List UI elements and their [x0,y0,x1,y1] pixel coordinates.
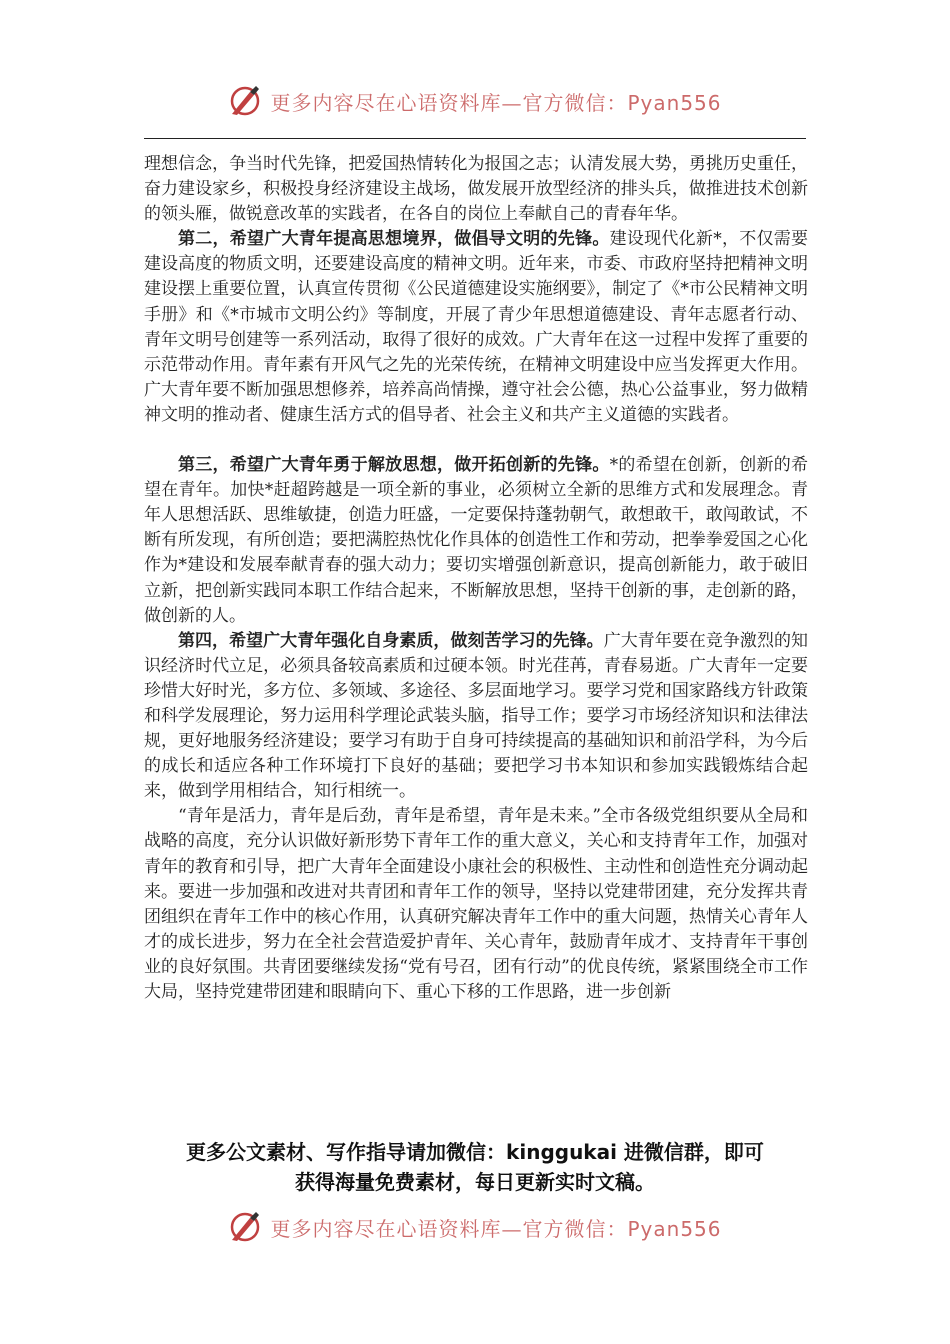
document-body [144,152,808,1005]
pen-circle-logo-icon [228,84,262,118]
promo-notice [120,1137,830,1197]
promo-line-2: 获得海量免费素材，每日更新实时文稿。 [295,1170,655,1194]
paragraph-heading: 第四，希望广大青年强化自身素质，做刻苦学习的先锋。 [178,630,604,651]
header-banner [0,84,950,118]
header-banner-text: 更多内容尽在心语资料库—官方微信：Pyan556 [270,90,722,115]
promo-line-1: 更多公文素材、写作指导请加微信：kinggukai 进微信群，即可 [186,1140,764,1164]
footer-banner [0,1210,950,1244]
paragraph-3: 第三，希望广大青年勇于解放思想，做开拓创新的先锋。*的希望在创新，创新的希望在青年。加快*赶超跨越是一项全新的事业，必须树立全新的思维方式和发展理念。青年人思想活跃、思维敏捷，创造力旺盛，一定要保持蓬勃朝气，敢想敢干，敢闯敢试，不断有所发现，有所创造；要把满腔热忱化作具体的创造性工作和劳动，把拳拳爱国之心化作为*建设和发展奉献青春的强大动力；要切实增强创新意识，提高创新能力，敢于破旧立新，把创新实践同本职工作结合起来，不断解放思想，坚持干创新的事，走创新的路，做创新的人。 [144,455,809,626]
paragraph-heading: 第三，希望广大青年勇于解放思想，做开拓创新的先锋。 [178,455,610,476]
footer-banner-text: 更多内容尽在心语资料库—官方微信：Pyan556 [270,1216,722,1241]
pen-circle-logo-icon [228,1210,262,1244]
paragraph-2: 第二，希望广大青年提高思想境界，做倡导文明的先锋。建设现代化新*，不仅需要建设高度的物质文明，还要建设高度的精神文明。近年来，市委、市政府坚持把精神文明建设摆上重要位置，认真宣传贯彻《公民道德建设实施纲要》，制定了《*市公民精神文明手册》和《*市城市文明公约》等制度，开展了青少年思想道德建设、青年志愿者行动、青年文明号创建等一系列活动，取得了很好的成效。广大青年在这一过程中发挥了重要的示范带动作用。青年素有开风气之先的光荣传统，在精神文明建设中应当发挥更大作用。广大青年要不断加强思想修养，培养高尚情操，遵守社会公德，热心公益事业，努力做精神文明的推动者、健康生活方式的倡导者、社会主义和共产主义道德的实践者。 [144,229,809,425]
paragraph-5: “青年是活力，青年是后劲，青年是希望，青年是未来。”全市各级党组织要从全局和战略的高度，充分认识做好新形势下青年工作的重大意义，关心和支持青年工作，加强对青年的教育和引导，把广大青年全面建设小康社会的积极性、主动性和创造性充分调动起来。要进一步加强和改进对共青团和青年工作的领导，坚持以党建带团建，充分发挥共青团组织在青年工作中的核心作用，认真研究解决青年工作中的重大问题，热情关心青年人才的成长进步，努力在全社会营造爱护青年、关心青年，鼓励青年成才、支持青年干事创业的良好氛围。共青团要继续发扬“党有号召，团有行动”的优良传统，紧紧围绕全市工作大局，坚持党建带团建和眼睛向下、重心下移的工作思路，进一步创新 [144,806,808,1002]
paragraph-4: 第四，希望广大青年强化自身素质，做刻苦学习的先锋。广大青年要在竞争激烈的知识经济时代立足，必须具备较高素质和过硬本领。时光荏苒，青春易逝。广大青年一定要珍惜大好时光，多方位、多领域、多途径、多层面地学习。要学习党和国家路线方针政策和科学发展理论，努力运用科学理论武装头脑，指导工作；要学习市场经济知识和法律法规，更好地服务经济建设；要学习有助于自身可持续提高的基础知识和前沿学科，为今后的成长和适应各种工作环境打下良好的基础；要把学习书本知识和参加实践锻炼结合起来，做到学用相结合，知行相统一。 [144,630,809,802]
paragraph-gap [144,428,808,453]
paragraph-heading: 第二，希望广大青年提高思想境界，做倡导文明的先锋。 [178,229,610,250]
header-divider [144,138,806,139]
paragraph-1: 理想信念，争当时代先锋，把爱国热情转化为报国之志；认清发展大势，勇挑历史重任，奋力建设家乡，积极投身经济建设主战场，做发展开放型经济的排头兵，做推进技术创新的领头雁，做锐意改革的实践者，在各自的岗位上奉献自己的青春年华。 [144,154,808,225]
